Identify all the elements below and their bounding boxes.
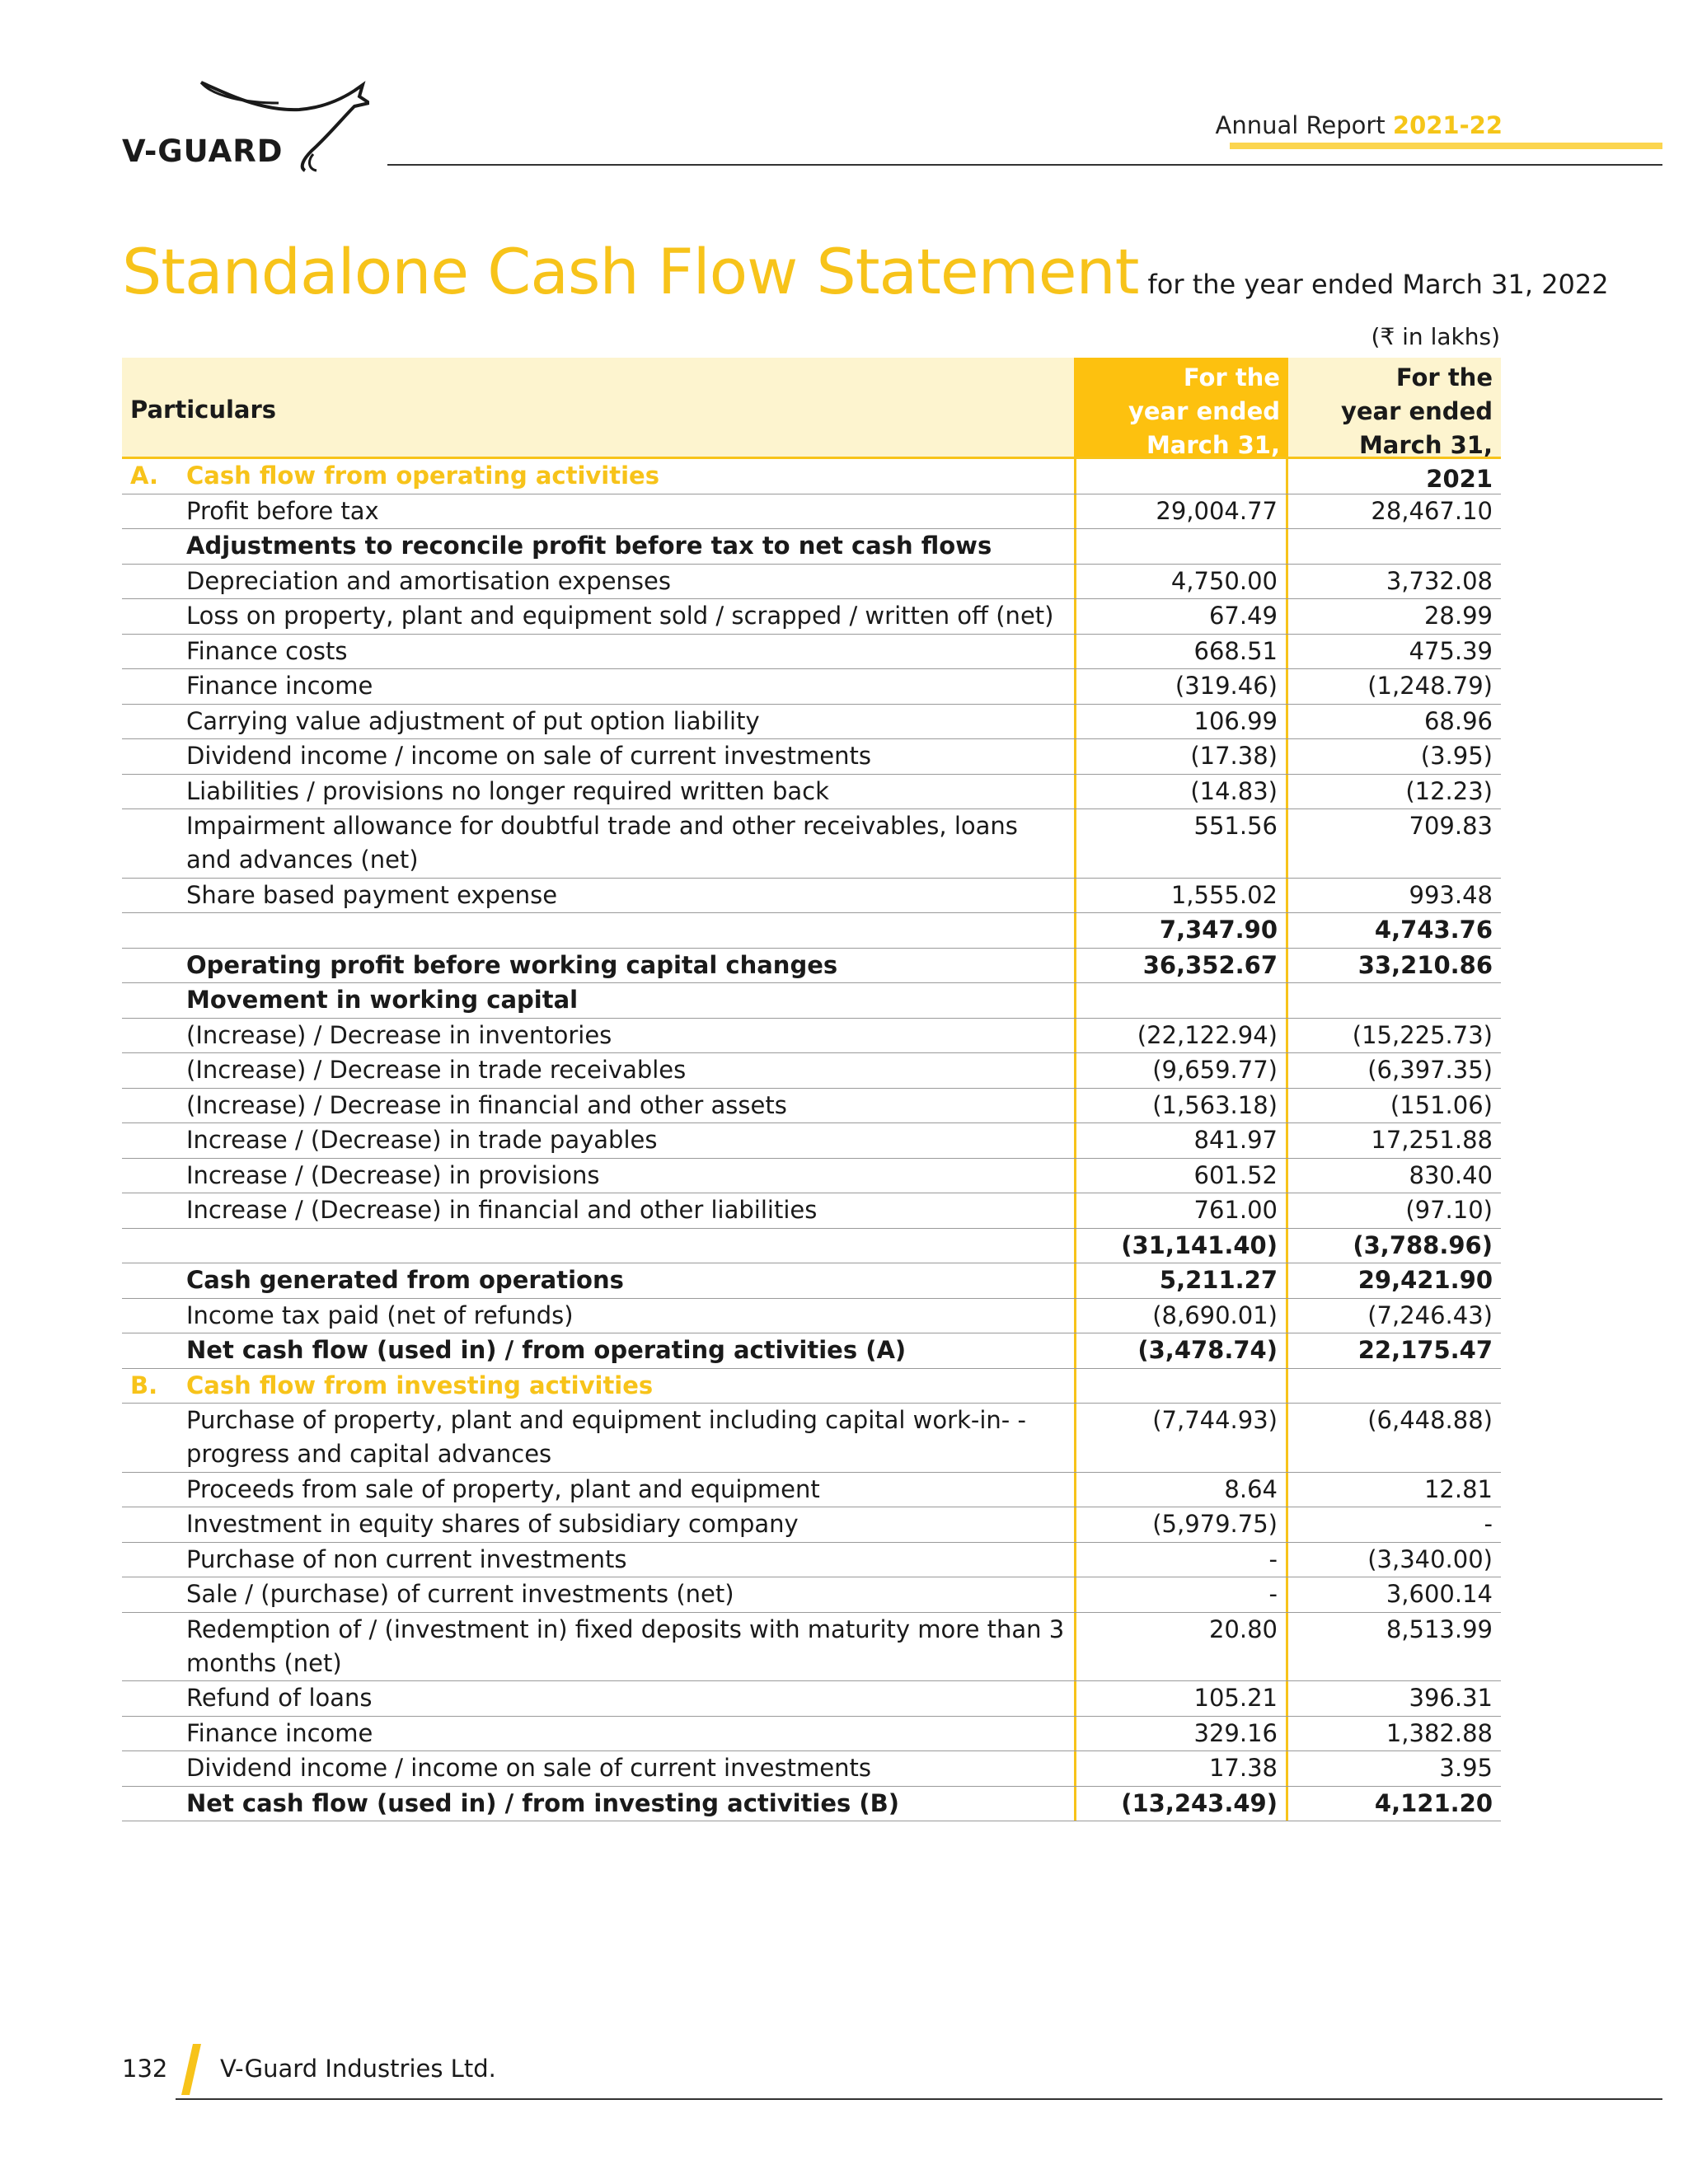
- value-current-year: 5,211.27: [1074, 1263, 1288, 1299]
- row-label: Purchase of property, plant and equipment including capital work-in- -progress and capital advances: [186, 1406, 1026, 1468]
- table-row: [122, 1787, 1501, 1822]
- company-logo: [122, 78, 369, 173]
- value-previous-year: 29,421.90: [1357, 1266, 1493, 1294]
- company-name: V-Guard Industries Ltd.: [220, 2055, 496, 2083]
- value-current-year: (3,478.74): [1074, 1333, 1288, 1369]
- value-previous-year: 3.95: [1439, 1754, 1493, 1782]
- value-previous-year: 3,732.08: [1386, 566, 1493, 595]
- value-previous-year: (7,246.43): [1367, 1301, 1493, 1329]
- value-previous-year: 1,382.88: [1386, 1718, 1493, 1747]
- table-row: [122, 565, 1501, 600]
- section-letter: B.: [130, 1371, 158, 1399]
- value-current-year: [1074, 459, 1288, 494]
- value-previous-year: (15,225.73): [1352, 1020, 1493, 1049]
- table-row: [122, 529, 1501, 565]
- value-current-year: 20.80: [1074, 1613, 1288, 1682]
- row-label: Purchase of non current investments: [186, 1544, 627, 1573]
- table-row: [122, 1299, 1501, 1334]
- table-row: [122, 599, 1501, 635]
- row-label: (Increase) / Decrease in trade receivables: [186, 1056, 687, 1084]
- value-current-year: 668.51: [1074, 635, 1288, 670]
- value-previous-year: 28.99: [1423, 602, 1493, 630]
- section-letter: A.: [130, 462, 158, 490]
- value-previous-year: 12.81: [1423, 1474, 1493, 1503]
- row-label: Investment in equity shares of subsidiary company: [186, 1510, 799, 1538]
- table-body: [122, 459, 1501, 1821]
- row-label: Impairment allowance for doubtful trade and other receivables, loans and advances (net): [186, 812, 1018, 874]
- col-particulars: Particulars: [130, 396, 277, 424]
- row-label: Finance income: [186, 672, 373, 700]
- table-row: [122, 739, 1501, 775]
- table-row: [122, 1543, 1501, 1578]
- row-label: Adjustments to reconcile profit before tax to net cash flows: [186, 532, 992, 560]
- table-row: [122, 1507, 1501, 1543]
- value-current-year: (7,744.93): [1074, 1404, 1288, 1473]
- value-current-year: (319.46): [1074, 669, 1288, 705]
- col-current-line: March 31, 2022: [1146, 431, 1280, 493]
- row-label: (Increase) / Decrease in inventories: [186, 1020, 612, 1049]
- value-current-year: 8.64: [1074, 1473, 1288, 1508]
- row-label: Operating profit before working capital changes: [186, 950, 838, 979]
- table-row: [122, 1751, 1501, 1787]
- row-label: Income tax paid (net of refunds): [186, 1301, 574, 1329]
- table-row: [122, 1229, 1501, 1264]
- row-label: Proceeds from sale of property, plant and equipment: [186, 1474, 820, 1503]
- value-previous-year: (6,397.35): [1367, 1056, 1493, 1084]
- value-current-year: (14.83): [1074, 775, 1288, 810]
- value-current-year: [1074, 1369, 1288, 1404]
- value-current-year: 329.16: [1074, 1717, 1288, 1752]
- row-label: Net cash flow (used in) / from investing activities (B): [186, 1788, 900, 1817]
- value-current-year: [1074, 529, 1288, 565]
- title-main: Standalone Cash Flow Statement: [122, 235, 1139, 308]
- value-previous-year: 3,600.14: [1386, 1580, 1493, 1608]
- page-title: [122, 235, 1609, 308]
- slash-icon: [181, 2044, 201, 2095]
- row-label: Cash flow from operating activities: [186, 462, 659, 490]
- table-row: [122, 775, 1501, 810]
- table-row: [122, 1019, 1501, 1054]
- value-previous-year: (1,248.79): [1367, 672, 1493, 700]
- table-row: [122, 1717, 1501, 1752]
- value-current-year: 841.97: [1074, 1123, 1288, 1159]
- header-accent-bar: [1230, 143, 1662, 149]
- value-previous-year: 33,210.86: [1357, 950, 1493, 979]
- table-row: [122, 1681, 1501, 1717]
- table-row: [122, 705, 1501, 740]
- table-row: [122, 635, 1501, 670]
- value-previous-year: -: [1484, 1510, 1493, 1538]
- table-row: [122, 879, 1501, 914]
- value-previous-year: 8,513.99: [1386, 1615, 1493, 1643]
- value-current-year: 105.21: [1074, 1681, 1288, 1717]
- col-previous-line: For the: [1395, 363, 1493, 391]
- col-previous-line: March 31, 2021: [1358, 431, 1493, 493]
- value-previous-year: 28,467.10: [1371, 496, 1493, 525]
- row-label: Increase / (Decrease) in provisions: [186, 1160, 600, 1189]
- value-current-year: (22,122.94): [1074, 1019, 1288, 1054]
- value-previous-year: (3,340.00): [1367, 1544, 1493, 1573]
- table-row: [122, 1577, 1501, 1613]
- value-current-year: 1,555.02: [1074, 879, 1288, 914]
- value-current-year: 67.49: [1074, 599, 1288, 635]
- row-label: Cash flow from investing activities: [186, 1371, 654, 1399]
- value-previous-year: (97.10): [1405, 1196, 1493, 1224]
- cash-flow-table: [122, 358, 1501, 1821]
- value-current-year: 7,347.90: [1074, 913, 1288, 949]
- table-row: [122, 1404, 1501, 1473]
- row-label: Movement in working capital: [186, 986, 579, 1014]
- table-row: [122, 1193, 1501, 1229]
- section-heading-row: [122, 1369, 1501, 1404]
- table-row: [122, 1053, 1501, 1089]
- row-label: Loss on property, plant and equipment sold / scrapped / written off (net): [186, 602, 1054, 630]
- row-label: Carrying value adjustment of put option liability: [186, 706, 760, 735]
- value-current-year: (31,141.40): [1074, 1229, 1288, 1264]
- value-current-year: 17.38: [1074, 1751, 1288, 1787]
- section-heading-row: [122, 459, 1501, 494]
- row-label: Net cash flow (used in) / from operating activities (A): [186, 1336, 907, 1364]
- col-previous-year: [1288, 358, 1501, 493]
- table-row: [122, 1159, 1501, 1194]
- value-previous-year: 709.83: [1409, 812, 1493, 840]
- value-previous-year: 4,743.76: [1374, 916, 1493, 944]
- row-label: Share based payment expense: [186, 880, 558, 909]
- value-current-year: 4,750.00: [1074, 565, 1288, 600]
- row-label: Dividend income / income on sale of current investments: [186, 1754, 871, 1782]
- page-number: 132: [122, 2055, 168, 2083]
- col-current-year: [1074, 358, 1288, 493]
- value-previous-year: (12.23): [1405, 776, 1493, 805]
- value-current-year: 551.56: [1074, 809, 1288, 879]
- value-previous-year: 17,251.88: [1371, 1126, 1493, 1154]
- logo-wordmark: V-GUARD: [122, 134, 284, 169]
- header-rule: [387, 164, 1662, 166]
- value-previous-year: (6,448.88): [1367, 1406, 1493, 1434]
- title-sub: for the year ended March 31, 2022: [1147, 269, 1609, 300]
- report-label: [1216, 111, 1503, 139]
- col-current-line: For the: [1183, 363, 1280, 391]
- table-row: [122, 1263, 1501, 1299]
- value-previous-year: 830.40: [1409, 1160, 1493, 1189]
- table-row: [122, 913, 1501, 949]
- value-current-year: -: [1074, 1543, 1288, 1578]
- value-current-year: -: [1074, 1577, 1288, 1613]
- value-current-year: (9,659.77): [1074, 1053, 1288, 1089]
- col-current-line: year ended: [1128, 397, 1280, 425]
- value-previous-year: 993.48: [1409, 880, 1493, 909]
- value-current-year: (5,979.75): [1074, 1507, 1288, 1543]
- table-row: [122, 1089, 1501, 1124]
- value-current-year: (1,563.18): [1074, 1089, 1288, 1124]
- footer-rule: [176, 2098, 1662, 2100]
- table-row: [122, 949, 1501, 984]
- value-current-year: 36,352.67: [1074, 949, 1288, 984]
- row-label: Refund of loans: [186, 1684, 373, 1712]
- row-label: Increase / (Decrease) in financial and other liabilities: [186, 1196, 818, 1224]
- row-label: Redemption of / (investment in) fixed deposits with maturity more than 3 months (net): [186, 1615, 1065, 1677]
- row-label: Increase / (Decrease) in trade payables: [186, 1126, 658, 1154]
- table-row: [122, 1123, 1501, 1159]
- value-previous-year: 396.31: [1409, 1684, 1493, 1712]
- value-current-year: 106.99: [1074, 705, 1288, 740]
- value-previous-year: (3.95): [1420, 742, 1493, 770]
- value-previous-year: 475.39: [1409, 636, 1493, 665]
- table-row: [122, 809, 1501, 879]
- row-label: Depreciation and amortisation expenses: [186, 566, 671, 595]
- row-label: Finance income: [186, 1718, 373, 1747]
- table-row: [122, 1333, 1501, 1369]
- value-previous-year: (151.06): [1390, 1090, 1493, 1119]
- value-current-year: (8,690.01): [1074, 1299, 1288, 1334]
- table-row: [122, 983, 1501, 1019]
- table-row: [122, 494, 1501, 530]
- row-label: Sale / (purchase) of current investments (net): [186, 1580, 734, 1608]
- value-current-year: (17.38): [1074, 739, 1288, 775]
- table-row: [122, 1473, 1501, 1508]
- col-previous-line: year ended: [1340, 397, 1493, 425]
- row-label: Profit before tax: [186, 496, 379, 525]
- unit-note: (₹ in lakhs): [1371, 323, 1500, 350]
- row-label: Dividend income / income on sale of current investments: [186, 742, 871, 770]
- row-label: Cash generated from operations: [186, 1266, 624, 1294]
- value-current-year: 761.00: [1074, 1193, 1288, 1229]
- value-previous-year: 68.96: [1423, 706, 1493, 735]
- table-row: [122, 1613, 1501, 1682]
- report-year: 2021-22: [1392, 111, 1503, 139]
- value-previous-year: 4,121.20: [1374, 1788, 1493, 1817]
- table-row: [122, 669, 1501, 705]
- value-previous-year: 22,175.47: [1357, 1336, 1493, 1364]
- report-label-text: Annual Report: [1215, 111, 1386, 139]
- row-label: (Increase) / Decrease in financial and other assets: [186, 1090, 787, 1119]
- row-label: Finance costs: [186, 636, 348, 665]
- value-current-year: (13,243.49): [1074, 1787, 1288, 1822]
- row-label: Liabilities / provisions no longer required written back: [186, 776, 829, 805]
- value-previous-year: (3,788.96): [1353, 1230, 1493, 1259]
- value-current-year: [1074, 983, 1288, 1019]
- value-current-year: 601.52: [1074, 1159, 1288, 1194]
- value-current-year: 29,004.77: [1074, 494, 1288, 530]
